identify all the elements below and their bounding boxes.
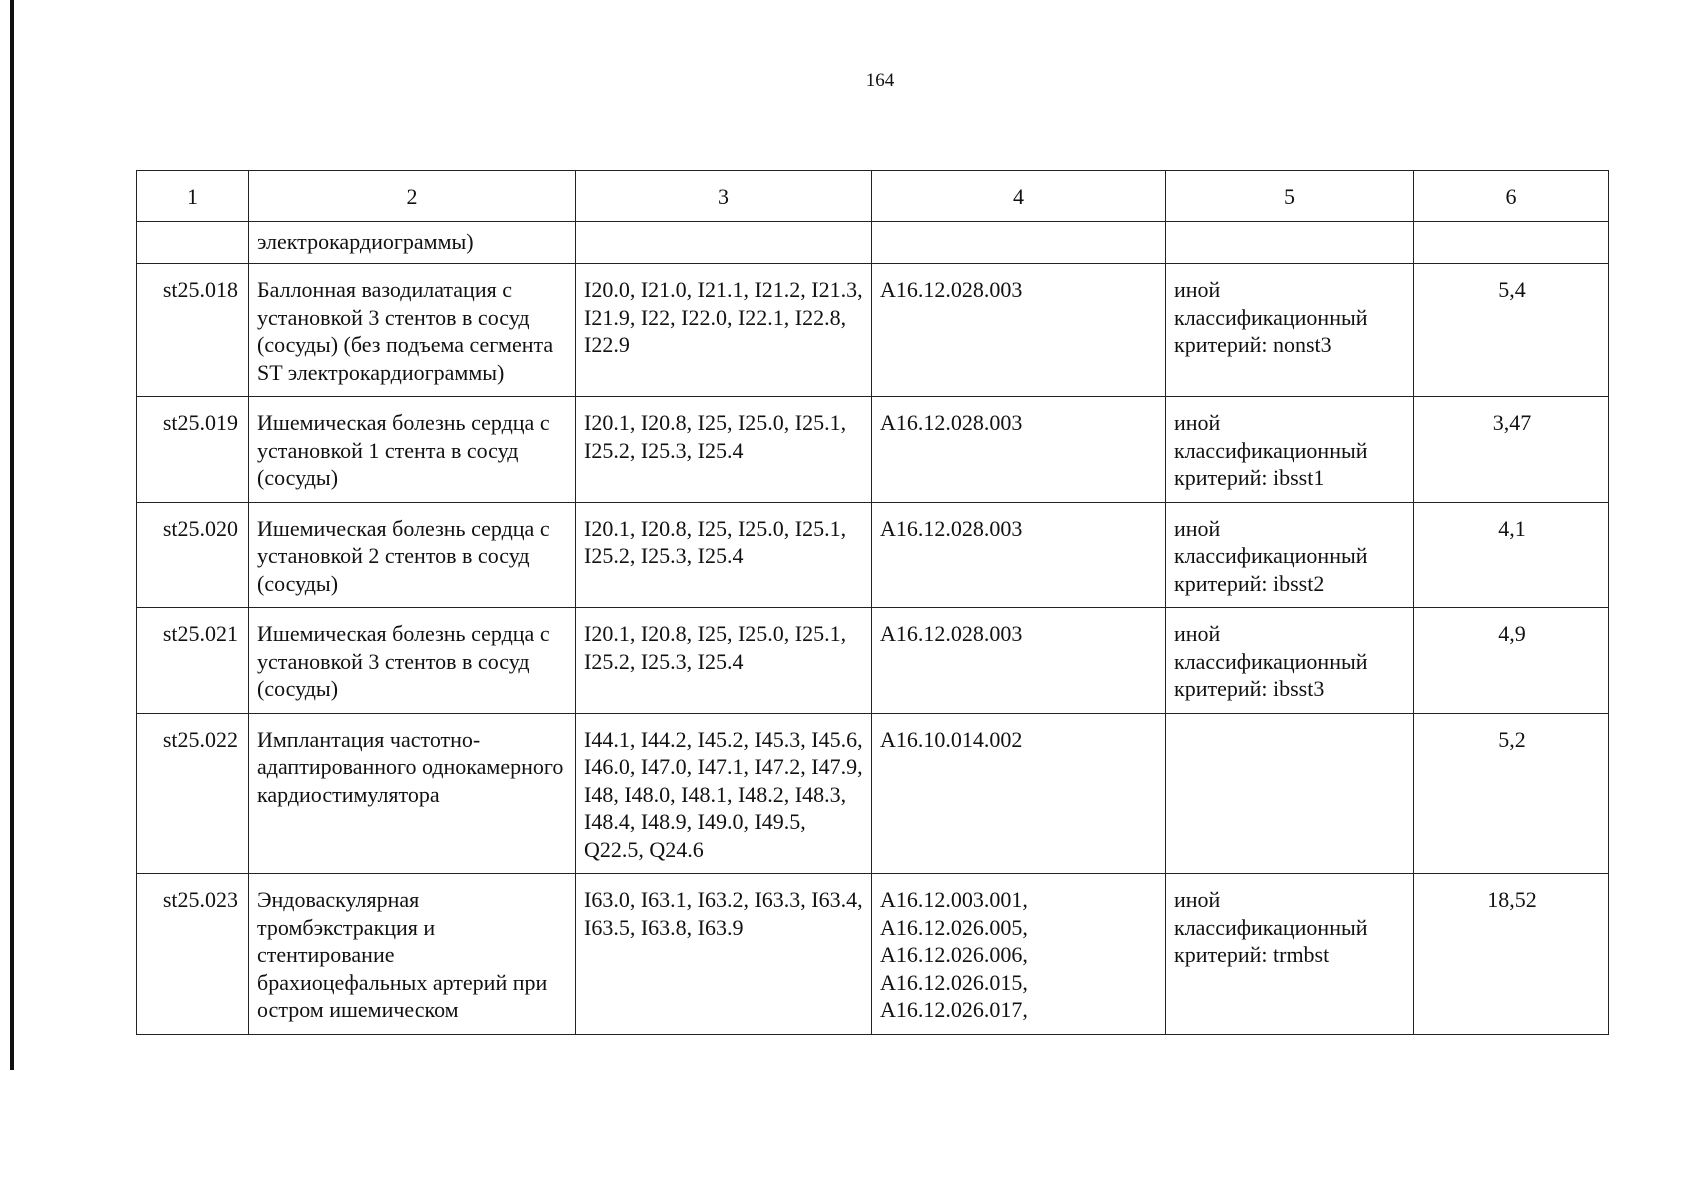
row-coefficient: 18,52	[1414, 874, 1609, 1035]
row-service-codes: A16.12.028.003	[872, 264, 1166, 397]
row-code: st25.020	[137, 502, 249, 608]
tariff-table	[136, 170, 1609, 1035]
row-icd-codes	[576, 221, 872, 264]
row-service-codes: A16.12.003.001, A16.12.026.005, A16.12.026.006, A16.12.026.015, A16.12.026.017,	[872, 874, 1166, 1035]
row-name: Ишемическая болезнь сердца с установкой 2 стентов в сосуд (сосуды)	[249, 502, 576, 608]
row-service-codes: A16.12.028.003	[872, 608, 1166, 714]
row-code: st25.022	[137, 713, 249, 874]
row-coefficient: 4,1	[1414, 502, 1609, 608]
row-criteria: иной классификационный критерий: trmbst	[1166, 874, 1414, 1035]
row-coefficient: 5,2	[1414, 713, 1609, 874]
column-header: 3	[576, 171, 872, 222]
table-row	[137, 502, 1609, 608]
row-icd-codes: I20.1, I20.8, I25, I25.0, I25.1, I25.2, I25.3, I25.4	[576, 502, 872, 608]
row-code: st25.021	[137, 608, 249, 714]
row-icd-codes: I20.1, I20.8, I25, I25.0, I25.1, I25.2, I25.3, I25.4	[576, 397, 872, 503]
row-code: st25.023	[137, 874, 249, 1035]
row-icd-codes: I63.0, I63.1, I63.2, I63.3, I63.4, I63.5, I63.8, I63.9	[576, 874, 872, 1035]
scan-edge-line	[10, 0, 14, 1070]
row-criteria: иной классификационный критерий: ibsst2	[1166, 502, 1414, 608]
row-name: Баллонная вазодилатация с установкой 3 стентов в сосуд (сосуды) (без подъема сегмента ST электрокардиограммы)	[249, 264, 576, 397]
row-name: Ишемическая болезнь сердца с установкой 3 стентов в сосуд (сосуды)	[249, 608, 576, 714]
table-row	[137, 397, 1609, 503]
column-header: 2	[249, 171, 576, 222]
row-criteria: иной классификационный критерий: ibsst1	[1166, 397, 1414, 503]
row-coefficient: 5,4	[1414, 264, 1609, 397]
row-icd-codes: I20.0, I21.0, I21.1, I21.2, I21.3, I21.9, I22, I22.0, I22.1, I22.8, I22.9	[576, 264, 872, 397]
table-row	[137, 874, 1609, 1035]
table-row	[137, 608, 1609, 714]
row-icd-codes: I44.1, I44.2, I45.2, I45.3, I45.6, I46.0, I47.0, I47.1, I47.2, I47.9, I48, I48.0, I48.1, I48.2, I48.3, I48.4, I48.9, I49.0, I49.5, Q22.5, Q24.6	[576, 713, 872, 874]
column-header: 4	[872, 171, 1166, 222]
row-code: st25.018	[137, 264, 249, 397]
table-row	[137, 713, 1609, 874]
row-name: Имплантация частотно-адаптированного однокамерного кардиостимулятора	[249, 713, 576, 874]
table-header-row	[137, 171, 1609, 222]
column-header: 6	[1414, 171, 1609, 222]
row-criteria	[1166, 713, 1414, 874]
row-service-codes: A16.10.014.002	[872, 713, 1166, 874]
row-coefficient: 3,47	[1414, 397, 1609, 503]
column-header: 5	[1166, 171, 1414, 222]
row-service-codes	[872, 221, 1166, 264]
row-service-codes: A16.12.028.003	[872, 502, 1166, 608]
row-code: st25.019	[137, 397, 249, 503]
row-criteria	[1166, 221, 1414, 264]
row-name: Ишемическая болезнь сердца с установкой 1 стента в сосуд (сосуды)	[249, 397, 576, 503]
row-criteria: иной классификационный критерий: nonst3	[1166, 264, 1414, 397]
row-name: Эндоваскулярная тромбэкстракция и стентирование брахиоцефальных артерий при остром ишемическом	[249, 874, 576, 1035]
row-service-codes: A16.12.028.003	[872, 397, 1166, 503]
row-icd-codes: I20.1, I20.8, I25, I25.0, I25.1, I25.2, I25.3, I25.4	[576, 608, 872, 714]
row-coefficient: 4,9	[1414, 608, 1609, 714]
row-name: электрокардиограммы)	[249, 221, 576, 264]
table-row	[137, 264, 1609, 397]
column-header: 1	[137, 171, 249, 222]
page-number: 164	[865, 70, 895, 91]
table-row	[137, 221, 1609, 264]
row-code	[137, 221, 249, 264]
row-criteria: иной классификационный критерий: ibsst3	[1166, 608, 1414, 714]
row-coefficient	[1414, 221, 1609, 264]
